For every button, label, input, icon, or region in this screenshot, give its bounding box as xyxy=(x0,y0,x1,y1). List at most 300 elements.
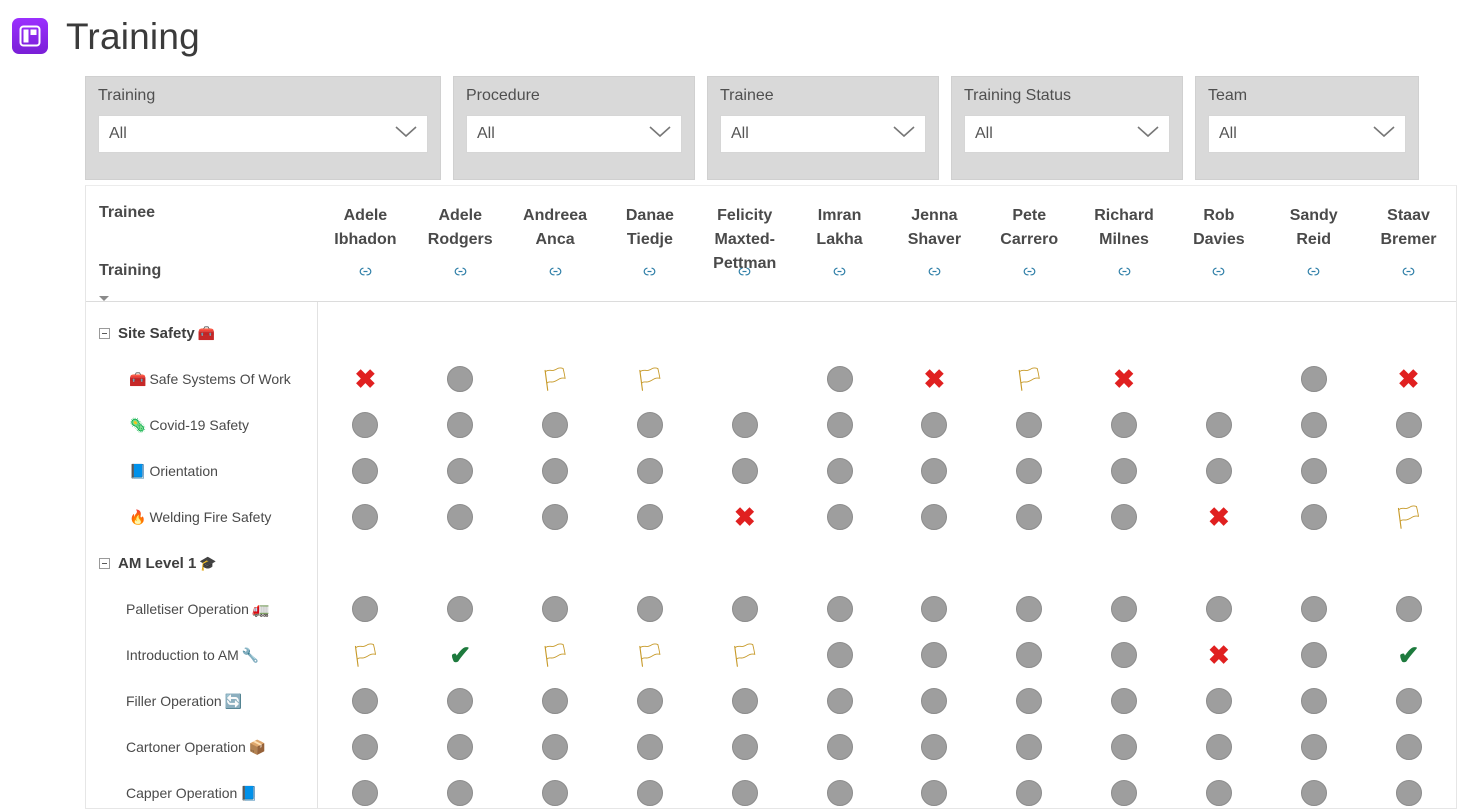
status-not-started-icon[interactable] xyxy=(352,780,378,806)
status-not-started-icon[interactable] xyxy=(447,596,473,622)
matrix-cell[interactable] xyxy=(792,318,887,348)
matrix-cell[interactable] xyxy=(982,596,1077,622)
matrix-cell[interactable] xyxy=(1077,318,1172,348)
matrix-cell[interactable] xyxy=(1077,688,1172,714)
matrix-cell[interactable] xyxy=(697,596,792,622)
status-not-started-icon[interactable] xyxy=(1301,366,1327,392)
matrix-column-header[interactable] xyxy=(887,186,982,302)
matrix-cell[interactable] xyxy=(887,596,982,622)
matrix-column-header[interactable] xyxy=(318,186,413,302)
matrix-cell[interactable] xyxy=(318,641,413,668)
matrix-cell[interactable] xyxy=(1077,642,1172,668)
matrix-column-header[interactable] xyxy=(413,186,508,302)
matrix-cell[interactable] xyxy=(1266,548,1361,578)
status-not-started-icon[interactable] xyxy=(732,734,758,760)
status-not-started-icon[interactable] xyxy=(1301,596,1327,622)
matrix-data-row xyxy=(318,448,1456,494)
status-incomplete-icon[interactable]: ✖ xyxy=(733,502,756,532)
matrix-cell[interactable] xyxy=(1266,688,1361,714)
slicer-team-label: Team xyxy=(1208,87,1248,104)
status-not-started-icon[interactable] xyxy=(827,596,853,622)
status-not-started-icon[interactable] xyxy=(542,734,568,760)
matrix-column-header[interactable] xyxy=(1266,186,1361,302)
matrix-cell[interactable] xyxy=(508,641,603,668)
matrix-cell[interactable] xyxy=(413,780,508,806)
matrix-cell[interactable] xyxy=(413,504,508,530)
matrix-cell[interactable] xyxy=(792,412,887,438)
matrix-cell[interactable] xyxy=(1171,318,1266,348)
status-not-started-icon[interactable] xyxy=(447,504,473,530)
status-not-started-icon[interactable] xyxy=(1016,688,1042,714)
matrix-cell[interactable] xyxy=(697,734,792,760)
matrix-column-header[interactable] xyxy=(1077,186,1172,302)
matrix-cell[interactable] xyxy=(887,366,982,392)
matrix-cell[interactable] xyxy=(508,734,603,760)
matrix-cell[interactable] xyxy=(1266,734,1361,760)
status-not-started-icon[interactable] xyxy=(1301,688,1327,714)
status-not-started-icon[interactable] xyxy=(827,780,853,806)
status-complete-icon[interactable]: ✔ xyxy=(449,640,472,670)
matrix-cell[interactable] xyxy=(1171,596,1266,622)
matrix-column-header[interactable] xyxy=(1361,186,1456,302)
matrix-cell[interactable] xyxy=(1266,642,1361,668)
link-icon[interactable] xyxy=(697,265,792,280)
matrix-cell[interactable] xyxy=(508,548,603,578)
matrix-cell[interactable] xyxy=(602,412,697,438)
matrix-cell[interactable] xyxy=(887,780,982,806)
status-not-started-icon[interactable] xyxy=(1396,412,1422,438)
status-not-started-icon[interactable] xyxy=(1016,642,1042,668)
status-complete-icon[interactable]: ✔ xyxy=(1397,640,1420,670)
slicer-procedure-dropdown[interactable] xyxy=(466,115,682,153)
status-not-started-icon[interactable] xyxy=(827,366,853,392)
matrix-cell[interactable] xyxy=(982,688,1077,714)
status-not-started-icon[interactable] xyxy=(921,734,947,760)
matrix-cell[interactable] xyxy=(1361,412,1456,438)
status-not-started-icon[interactable] xyxy=(1016,780,1042,806)
matrix-cell[interactable] xyxy=(413,458,508,484)
matrix-row-item[interactable] xyxy=(86,586,317,632)
matrix-cell[interactable] xyxy=(318,780,413,806)
matrix-cell[interactable] xyxy=(1171,364,1266,394)
status-not-started-icon[interactable] xyxy=(1016,412,1042,438)
status-not-started-icon[interactable] xyxy=(447,412,473,438)
matrix-cell[interactable] xyxy=(1077,734,1172,760)
matrix-row-item[interactable] xyxy=(86,770,317,809)
status-not-started-icon[interactable] xyxy=(827,504,853,530)
link-icon[interactable] xyxy=(1171,265,1266,280)
matrix-cell[interactable] xyxy=(792,596,887,622)
link-icon[interactable] xyxy=(887,265,982,280)
status-in-progress-icon[interactable]: 🏳 xyxy=(1014,365,1044,392)
matrix-cell[interactable] xyxy=(508,596,603,622)
matrix-cell[interactable] xyxy=(1361,596,1456,622)
matrix-cell[interactable] xyxy=(508,318,603,348)
matrix-column-header[interactable] xyxy=(792,186,887,302)
matrix-cell[interactable] xyxy=(318,688,413,714)
matrix-cell[interactable] xyxy=(1361,318,1456,348)
matrix-cell[interactable] xyxy=(697,318,792,348)
matrix-cell[interactable] xyxy=(508,504,603,530)
matrix-cell[interactable] xyxy=(1171,504,1266,530)
matrix-cell[interactable] xyxy=(887,688,982,714)
matrix-row-item[interactable] xyxy=(86,402,317,448)
matrix-cell[interactable] xyxy=(1171,688,1266,714)
matrix-cell[interactable] xyxy=(1361,642,1456,668)
matrix-cell[interactable] xyxy=(1171,412,1266,438)
matrix-cell[interactable] xyxy=(1171,642,1266,668)
matrix-cell[interactable] xyxy=(792,504,887,530)
matrix-cell[interactable] xyxy=(887,642,982,668)
matrix-cell[interactable] xyxy=(697,458,792,484)
matrix-row-item[interactable] xyxy=(86,632,317,678)
status-not-started-icon[interactable] xyxy=(1396,734,1422,760)
matrix-cell[interactable] xyxy=(792,366,887,392)
matrix-cell[interactable] xyxy=(1077,596,1172,622)
status-not-started-icon[interactable] xyxy=(827,688,853,714)
status-not-started-icon[interactable] xyxy=(1396,596,1422,622)
status-incomplete-icon[interactable]: ✖ xyxy=(1113,364,1135,394)
matrix-cell[interactable] xyxy=(413,688,508,714)
sort-caret-icon[interactable] xyxy=(99,296,109,301)
matrix-cell[interactable] xyxy=(602,365,697,392)
status-not-started-icon[interactable] xyxy=(1111,780,1137,806)
matrix-cell[interactable] xyxy=(1266,504,1361,530)
status-not-started-icon[interactable] xyxy=(732,688,758,714)
matrix-data-row xyxy=(318,678,1456,724)
slicer-training-status-value: All xyxy=(975,125,993,142)
slicer-trainee-label: Trainee xyxy=(720,87,774,104)
status-not-started-icon[interactable] xyxy=(921,596,947,622)
status-not-started-icon[interactable] xyxy=(352,596,378,622)
matrix-cell[interactable] xyxy=(508,780,603,806)
status-not-started-icon[interactable] xyxy=(637,688,663,714)
matrix-cell[interactable] xyxy=(887,318,982,348)
status-not-started-icon[interactable] xyxy=(1396,688,1422,714)
status-not-started-icon[interactable] xyxy=(921,458,947,484)
slicer-team-dropdown[interactable] xyxy=(1208,115,1406,153)
link-icon[interactable] xyxy=(1266,265,1361,280)
status-not-started-icon[interactable] xyxy=(921,642,947,668)
matrix-column-header[interactable] xyxy=(1171,186,1266,302)
matrix-cell[interactable] xyxy=(318,318,413,348)
status-empty-cell xyxy=(1301,318,1327,344)
matrix-cell[interactable] xyxy=(982,548,1077,578)
matrix-cell[interactable] xyxy=(792,734,887,760)
matrix-corner xyxy=(86,186,318,302)
status-not-started-icon[interactable] xyxy=(921,688,947,714)
matrix-cell[interactable] xyxy=(508,458,603,484)
matrix-cell[interactable] xyxy=(1361,734,1456,760)
matrix-cell[interactable] xyxy=(1361,366,1456,392)
status-not-started-icon[interactable] xyxy=(1016,504,1042,530)
status-not-started-icon[interactable] xyxy=(1111,688,1137,714)
matrix-row-item[interactable] xyxy=(86,356,317,402)
status-not-started-icon[interactable] xyxy=(447,366,473,392)
slicer-training-dropdown[interactable] xyxy=(98,115,428,153)
matrix-cell[interactable] xyxy=(1266,366,1361,392)
matrix-cell[interactable] xyxy=(887,504,982,530)
matrix-data-row xyxy=(318,586,1456,632)
matrix-cell[interactable] xyxy=(697,412,792,438)
matrix-cell[interactable] xyxy=(1361,688,1456,714)
matrix-cell[interactable] xyxy=(413,734,508,760)
matrix-row-group[interactable] xyxy=(86,540,317,586)
status-not-started-icon[interactable] xyxy=(542,504,568,530)
status-not-started-icon[interactable] xyxy=(1301,780,1327,806)
status-not-started-icon[interactable] xyxy=(447,688,473,714)
matrix-row-item[interactable] xyxy=(86,678,317,724)
status-incomplete-icon[interactable]: ✖ xyxy=(1207,640,1230,670)
status-in-progress-icon[interactable]: 🏳 xyxy=(730,641,760,668)
matrix-cell[interactable] xyxy=(1171,458,1266,484)
matrix-cell[interactable] xyxy=(318,412,413,438)
status-incomplete-icon[interactable]: ✖ xyxy=(1207,502,1230,532)
matrix-cell[interactable] xyxy=(792,688,887,714)
matrix-cell[interactable] xyxy=(413,366,508,392)
matrix-cell[interactable] xyxy=(1266,412,1361,438)
status-not-started-icon[interactable] xyxy=(637,458,663,484)
matrix-cell[interactable] xyxy=(602,734,697,760)
matrix-cell[interactable] xyxy=(982,504,1077,530)
status-not-started-icon[interactable] xyxy=(1111,642,1137,668)
matrix-cell[interactable] xyxy=(1266,318,1361,348)
matrix-row-item[interactable] xyxy=(86,494,317,540)
link-icon[interactable] xyxy=(1077,265,1172,280)
matrix-cell[interactable] xyxy=(602,548,697,578)
status-not-started-icon[interactable] xyxy=(827,734,853,760)
matrix-cell[interactable] xyxy=(1077,504,1172,530)
link-icon[interactable] xyxy=(508,265,603,280)
status-not-started-icon[interactable] xyxy=(352,734,378,760)
status-not-started-icon[interactable] xyxy=(1301,458,1327,484)
status-not-started-icon[interactable] xyxy=(1396,458,1422,484)
matrix-cell[interactable] xyxy=(1077,458,1172,484)
status-not-started-icon[interactable] xyxy=(637,596,663,622)
status-not-started-icon[interactable] xyxy=(921,780,947,806)
status-not-started-icon[interactable] xyxy=(732,458,758,484)
matrix-column-header[interactable] xyxy=(602,186,697,302)
matrix-column-header[interactable] xyxy=(508,186,603,302)
status-not-started-icon[interactable] xyxy=(827,412,853,438)
link-icon[interactable] xyxy=(318,265,413,280)
matrix-cell[interactable] xyxy=(413,596,508,622)
matrix-cell[interactable] xyxy=(982,412,1077,438)
matrix-cell[interactable] xyxy=(982,365,1077,392)
status-in-progress-icon[interactable]: 🏳 xyxy=(540,641,570,668)
status-not-started-icon[interactable] xyxy=(732,412,758,438)
matrix-cell[interactable] xyxy=(508,365,603,392)
status-incomplete-icon[interactable]: ✖ xyxy=(1397,364,1420,394)
status-not-started-icon[interactable] xyxy=(637,504,663,530)
status-not-started-icon[interactable] xyxy=(352,458,378,484)
status-not-started-icon[interactable] xyxy=(1301,504,1327,530)
status-not-started-icon[interactable] xyxy=(637,780,663,806)
matrix-cell[interactable] xyxy=(1077,780,1172,806)
status-not-started-icon[interactable] xyxy=(1206,596,1232,622)
matrix-column-header[interactable] xyxy=(697,186,792,302)
matrix-cell[interactable] xyxy=(1077,366,1172,392)
status-not-started-icon[interactable] xyxy=(1301,642,1327,668)
collapse-icon[interactable] xyxy=(99,328,110,339)
column-header-label: Lakha xyxy=(816,231,863,248)
matrix-cell[interactable] xyxy=(1266,780,1361,806)
status-not-started-icon[interactable] xyxy=(1206,458,1232,484)
matrix-cell[interactable] xyxy=(602,596,697,622)
status-not-started-icon[interactable] xyxy=(1016,458,1042,484)
matrix-row-group[interactable] xyxy=(86,310,317,356)
matrix-cell[interactable] xyxy=(1077,412,1172,438)
status-not-started-icon[interactable] xyxy=(637,734,663,760)
matrix-cell[interactable] xyxy=(697,504,792,530)
matrix-cell[interactable] xyxy=(1171,780,1266,806)
matrix-cell[interactable] xyxy=(602,458,697,484)
matrix-cell[interactable] xyxy=(1361,780,1456,806)
status-incomplete-icon[interactable]: ✖ xyxy=(923,364,946,394)
matrix-cell[interactable] xyxy=(792,780,887,806)
matrix-cell[interactable] xyxy=(697,548,792,578)
status-not-started-icon[interactable] xyxy=(1206,688,1232,714)
status-not-started-icon[interactable] xyxy=(1016,734,1042,760)
column-header-label: Danae xyxy=(625,207,674,224)
status-not-started-icon[interactable] xyxy=(1016,596,1042,622)
column-header-label: Rob xyxy=(1203,207,1235,224)
status-in-progress-icon[interactable]: 🏳 xyxy=(350,641,381,668)
matrix-cell[interactable] xyxy=(602,318,697,348)
status-not-started-icon[interactable] xyxy=(352,504,378,530)
matrix-cell[interactable] xyxy=(982,734,1077,760)
matrix-cell[interactable] xyxy=(887,734,982,760)
matrix-column-header[interactable] xyxy=(982,186,1077,302)
status-not-started-icon[interactable] xyxy=(921,504,947,530)
link-icon[interactable] xyxy=(792,265,887,280)
matrix-cell[interactable] xyxy=(413,642,508,668)
matrix-cell[interactable] xyxy=(1266,596,1361,622)
matrix-cell[interactable] xyxy=(1077,548,1172,578)
matrix-cell[interactable] xyxy=(318,734,413,760)
link-icon[interactable] xyxy=(602,265,697,280)
matrix-cell[interactable] xyxy=(318,458,413,484)
status-not-started-icon[interactable] xyxy=(732,780,758,806)
matrix-cell[interactable] xyxy=(982,458,1077,484)
status-not-started-icon[interactable] xyxy=(447,458,473,484)
matrix-cell[interactable] xyxy=(318,504,413,530)
row-emoji-icon: 🚛 xyxy=(251,600,270,617)
matrix-cell[interactable] xyxy=(413,318,508,348)
matrix-row-item[interactable] xyxy=(86,448,317,494)
status-not-started-icon[interactable] xyxy=(542,596,568,622)
link-icon[interactable] xyxy=(413,265,508,280)
matrix-cell[interactable] xyxy=(1266,458,1361,484)
matrix-cell[interactable] xyxy=(697,780,792,806)
matrix-cell[interactable] xyxy=(887,458,982,484)
row-emoji-icon: 🔄 xyxy=(224,692,243,709)
status-not-started-icon[interactable] xyxy=(1206,412,1232,438)
status-not-started-icon[interactable] xyxy=(542,412,568,438)
status-not-started-icon[interactable] xyxy=(447,780,473,806)
matrix-cell[interactable] xyxy=(413,412,508,438)
matrix-cell[interactable] xyxy=(697,688,792,714)
status-not-started-icon[interactable] xyxy=(542,688,568,714)
status-not-started-icon[interactable] xyxy=(1301,412,1327,438)
matrix-cell[interactable] xyxy=(982,318,1077,348)
slicer-training-value: All xyxy=(109,125,127,142)
matrix-cell[interactable] xyxy=(318,596,413,622)
status-not-started-icon[interactable] xyxy=(1301,734,1327,760)
matrix-cell[interactable] xyxy=(413,548,508,578)
matrix-cell[interactable] xyxy=(318,366,413,392)
status-not-started-icon[interactable] xyxy=(352,688,378,714)
status-in-progress-icon[interactable]: 🏳 xyxy=(635,641,665,668)
matrix-cell[interactable] xyxy=(508,412,603,438)
link-icon[interactable] xyxy=(982,265,1077,280)
status-in-progress-icon[interactable]: 🏳 xyxy=(540,365,570,392)
status-not-started-icon[interactable] xyxy=(352,412,378,438)
matrix-cell[interactable] xyxy=(1361,548,1456,578)
matrix-row-item[interactable] xyxy=(86,724,317,770)
slicer-training-status-dropdown[interactable] xyxy=(964,115,1170,153)
matrix-cell[interactable] xyxy=(602,504,697,530)
matrix-cell[interactable] xyxy=(1361,503,1456,530)
status-not-started-icon[interactable] xyxy=(921,412,947,438)
status-not-started-icon[interactable] xyxy=(1396,780,1422,806)
matrix-cell[interactable] xyxy=(697,364,792,394)
matrix-cell[interactable] xyxy=(887,548,982,578)
matrix-cell[interactable] xyxy=(792,642,887,668)
column-header-label: Sandy xyxy=(1289,207,1338,224)
status-not-started-icon[interactable] xyxy=(1111,412,1137,438)
status-not-started-icon[interactable] xyxy=(542,458,568,484)
matrix-cell[interactable] xyxy=(792,458,887,484)
matrix-cell[interactable] xyxy=(887,412,982,438)
status-incomplete-icon[interactable]: ✖ xyxy=(354,364,377,394)
status-in-progress-icon[interactable]: 🏳 xyxy=(1393,503,1424,530)
matrix-cell[interactable] xyxy=(1171,548,1266,578)
status-not-started-icon[interactable] xyxy=(542,780,568,806)
status-in-progress-icon[interactable]: 🏳 xyxy=(635,365,665,392)
link-icon[interactable] xyxy=(1361,265,1456,280)
matrix-cell[interactable] xyxy=(602,688,697,714)
status-not-started-icon[interactable] xyxy=(827,642,853,668)
matrix-cell[interactable] xyxy=(792,548,887,578)
status-not-started-icon[interactable] xyxy=(1206,780,1232,806)
matrix-cell[interactable] xyxy=(1171,734,1266,760)
status-not-started-icon[interactable] xyxy=(732,596,758,622)
matrix-cell[interactable] xyxy=(508,688,603,714)
status-not-started-icon[interactable] xyxy=(1111,504,1137,530)
status-not-started-icon[interactable] xyxy=(1111,458,1137,484)
status-not-started-icon[interactable] xyxy=(1111,734,1137,760)
status-not-started-icon[interactable] xyxy=(447,734,473,760)
matrix-cell[interactable] xyxy=(697,641,792,668)
collapse-icon[interactable] xyxy=(99,558,110,569)
matrix-cell[interactable] xyxy=(1361,458,1456,484)
matrix-cell[interactable] xyxy=(602,641,697,668)
status-not-started-icon[interactable] xyxy=(827,458,853,484)
matrix-cell[interactable] xyxy=(982,642,1077,668)
status-not-started-icon[interactable] xyxy=(1206,734,1232,760)
matrix-cell[interactable] xyxy=(602,780,697,806)
matrix-cell[interactable] xyxy=(982,780,1077,806)
matrix-row-axis-label[interactable]: Training xyxy=(99,262,162,279)
matrix-cell[interactable] xyxy=(318,548,413,578)
status-empty-cell xyxy=(447,548,473,574)
slicer-trainee-dropdown[interactable] xyxy=(720,115,926,153)
status-not-started-icon[interactable] xyxy=(637,412,663,438)
status-not-started-icon[interactable] xyxy=(1111,596,1137,622)
chevron-down-icon xyxy=(395,125,417,143)
page-title: Training xyxy=(66,15,200,57)
